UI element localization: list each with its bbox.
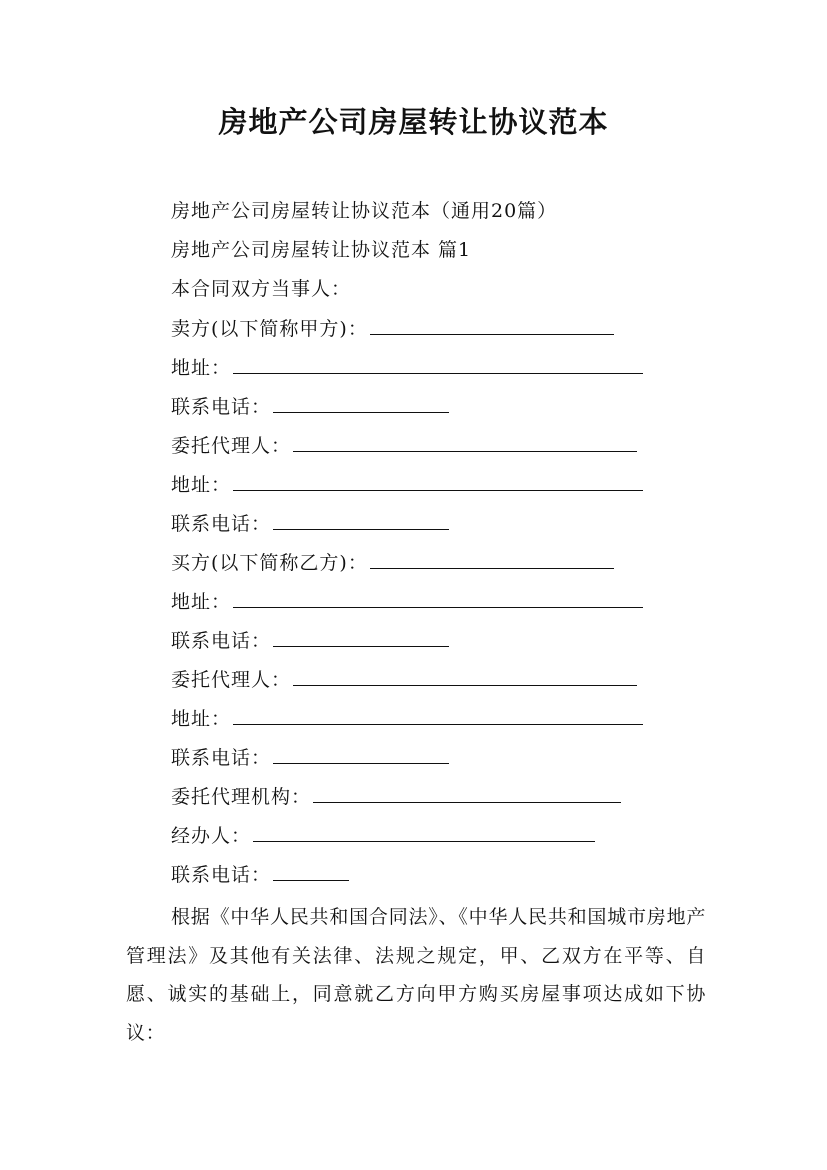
fill-in-blank	[233, 706, 643, 725]
handler-field	[171, 823, 595, 848]
line-text: 房地产公司房屋转让协议范本（通用20篇）	[171, 200, 558, 222]
agency-phone-field	[171, 862, 349, 887]
line-text: 房地产公司房屋转让协议范本 篇1	[171, 239, 472, 261]
fill-in-blank	[273, 862, 349, 881]
field-label: 委托代理机构：	[171, 786, 312, 808]
subtitle-line	[171, 199, 557, 223]
fill-in-blank	[273, 511, 449, 530]
agreement-paragraph: 根据《中华人民共和国合同法》、《中华人民共和国城市房地产管理法》及其他有关法律、法规之规定，甲、乙双方在平等、自愿、诚实的基础上，同意就乙方向甲方购买房屋事项达成如下协议：	[126, 906, 706, 1045]
field-label: 联系电话：	[171, 864, 272, 886]
buyer-phone-field	[171, 628, 449, 653]
section-heading	[171, 238, 471, 262]
buyer-agent-address-field	[171, 706, 643, 731]
seller-agent-field	[171, 433, 637, 458]
fill-in-blank	[293, 433, 637, 452]
field-label: 地址：	[171, 474, 232, 496]
fill-in-blank	[233, 589, 643, 608]
fill-in-blank	[233, 472, 643, 491]
fill-in-blank	[293, 667, 637, 686]
line-text: 本合同双方当事人：	[171, 278, 352, 300]
document-title: 房地产公司房屋转让协议范本	[218, 105, 609, 139]
fill-in-blank	[253, 823, 595, 842]
field-label: 委托代理人：	[171, 435, 292, 457]
field-label: 买方(以下简称乙方)：	[171, 552, 368, 574]
fill-in-blank	[313, 784, 621, 803]
buyer-address-field	[171, 589, 643, 614]
field-label: 卖方(以下简称甲方)：	[171, 318, 368, 340]
fill-in-blank	[273, 628, 449, 647]
parties-intro	[171, 277, 351, 301]
fill-in-blank	[273, 745, 449, 764]
fill-in-blank	[370, 316, 614, 335]
buyer-agent-field	[171, 667, 637, 692]
seller-address-field	[171, 355, 643, 380]
field-label: 地址：	[171, 357, 232, 379]
field-label: 委托代理人：	[171, 669, 292, 691]
field-label: 地址：	[171, 708, 232, 730]
buyer-agent-phone-field	[171, 745, 449, 770]
field-label: 联系电话：	[171, 513, 272, 535]
seller-field	[171, 316, 614, 341]
field-label: 地址：	[171, 591, 232, 613]
agency-field	[171, 784, 621, 809]
seller-agent-address-field	[171, 472, 643, 497]
fill-in-blank	[370, 550, 614, 569]
fill-in-blank	[233, 355, 643, 374]
field-label: 联系电话：	[171, 396, 272, 418]
field-label: 经办人：	[171, 825, 252, 847]
seller-phone-field	[171, 394, 449, 419]
field-label: 联系电话：	[171, 630, 272, 652]
field-label: 联系电话：	[171, 747, 272, 769]
buyer-field	[171, 550, 614, 575]
seller-agent-phone-field	[171, 511, 449, 536]
fill-in-blank	[273, 394, 449, 413]
